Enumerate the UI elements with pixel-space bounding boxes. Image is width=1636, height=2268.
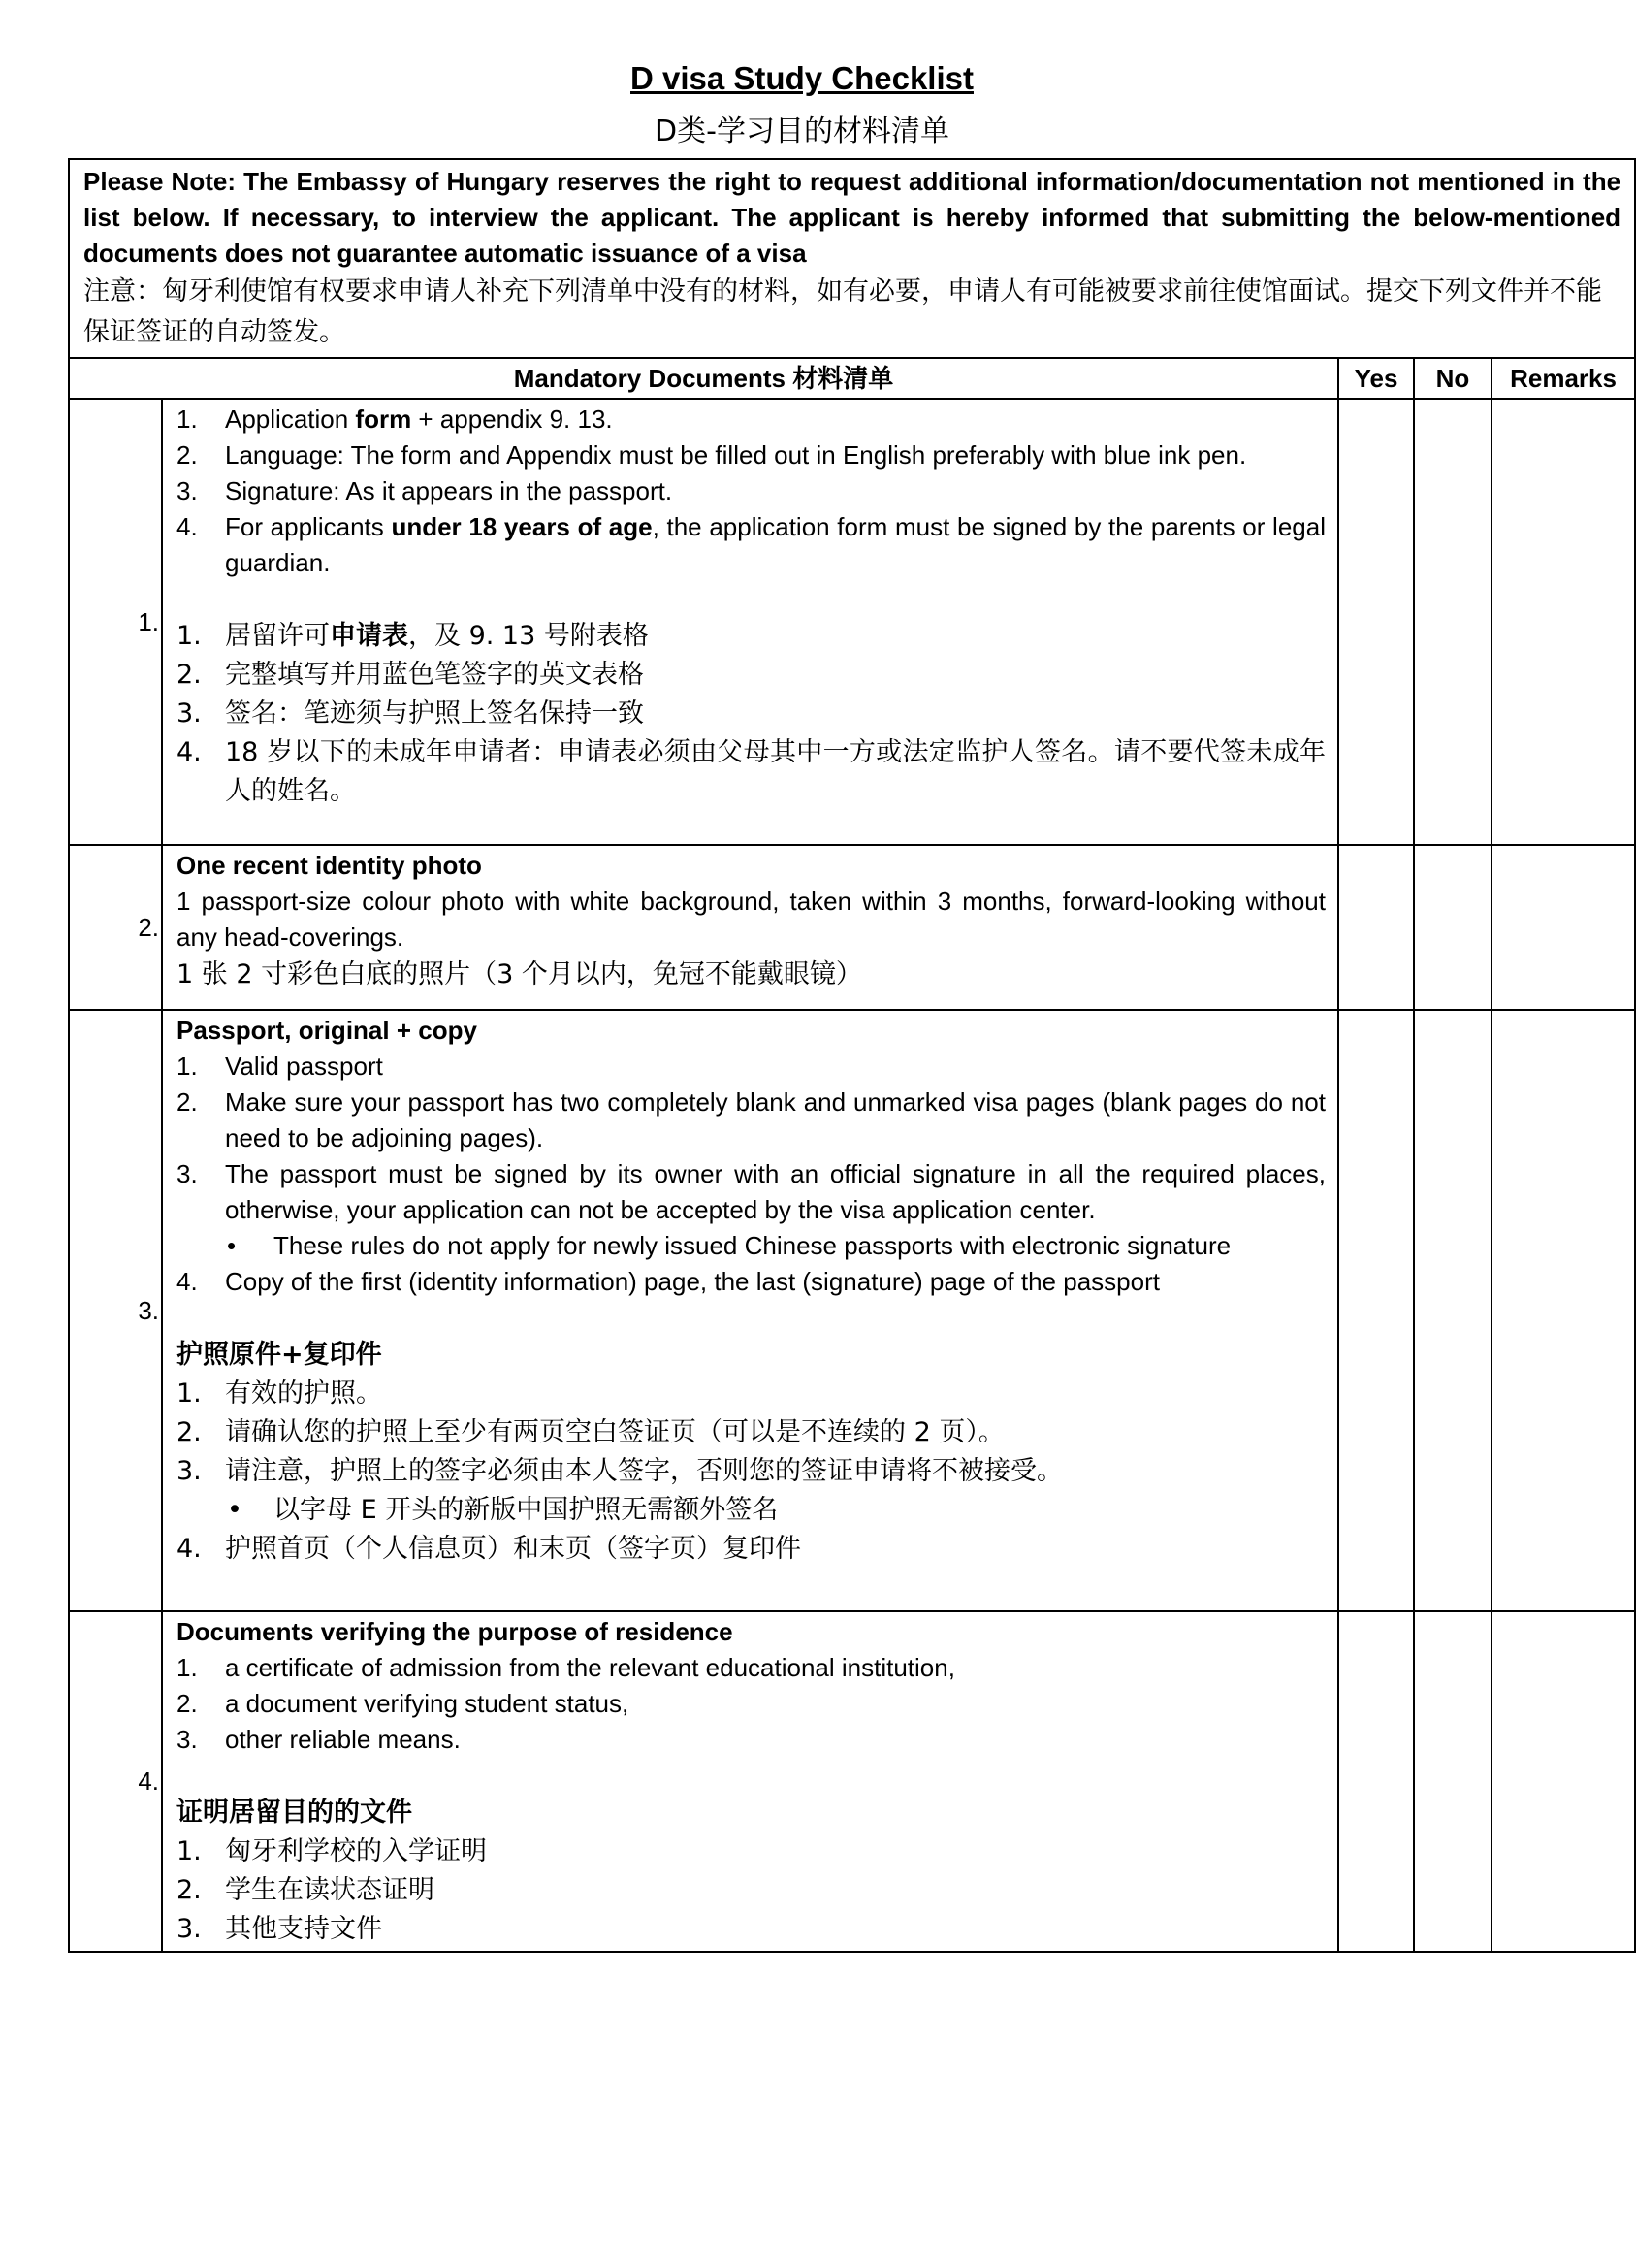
row-number: 2. [69, 845, 162, 1010]
row-heading-chinese: 证明居留目的的文件 [176, 1798, 412, 1828]
note-cell [69, 159, 1635, 358]
english-list-continued [176, 1264, 1326, 1300]
english-list [176, 1049, 1326, 1228]
chinese-list [176, 617, 1326, 811]
list-item: 1. 匈牙利学校的入学证明 [176, 1836, 487, 1866]
list-item: 4. Copy of the first (identity information) page, the last (signature) page of the passport [176, 1267, 1160, 1296]
yes-cell[interactable] [1338, 1611, 1414, 1952]
row-number: 1. [69, 399, 162, 845]
list-item: 2. Make sure your passport has two completely blank and unmarked visa pages (blank pages do not need to be adjoining pages). [176, 1087, 1326, 1152]
row-content [162, 399, 1338, 845]
column-header-yes: Yes [1338, 358, 1414, 399]
list-item: 3. other reliable means. [176, 1725, 461, 1754]
list-item: 1. Valid passport [176, 1052, 383, 1081]
list-item: 4. 护照首页（个人信息页）和末页（签字页）复印件 [176, 1534, 801, 1564]
row-heading: Documents verifying the purpose of residence [176, 1617, 733, 1646]
yes-cell[interactable] [1338, 1010, 1414, 1611]
remarks-cell[interactable] [1492, 1611, 1635, 1952]
list-item: 3. 请注意，护照上的签字必须由本人签字，否则您的签证申请将不被接受。 [176, 1456, 1063, 1486]
list-item: 1. a certificate of admission from the relevant educational institution, [176, 1653, 955, 1682]
list-item: 3. 签名：笔迹须与护照上签名保持一致 [176, 698, 644, 729]
list-item: 1. Application form + appendix 9. 13. [176, 405, 613, 434]
english-list [176, 1650, 1326, 1758]
row-content [162, 845, 1338, 1010]
checklist-table [68, 158, 1636, 1953]
yes-cell[interactable] [1338, 845, 1414, 1010]
list-item: 2. a document verifying student status, [176, 1689, 629, 1718]
row-content [162, 1611, 1338, 1952]
column-header-docs: Mandatory Documents 材料清单 [69, 358, 1338, 399]
table-row [69, 1611, 1635, 1952]
list-item: 2. 完整填写并用蓝色笔签字的英文表格 [176, 660, 644, 690]
row-text-english: 1 passport-size colour photo with white background, taken within 3 months, forward-looking without any head-coverings. [176, 887, 1326, 952]
row-heading: Passport, original + copy [176, 1016, 477, 1045]
bullet-item: • These rules do not apply for newly issued Chinese passports with electronic signature [176, 1228, 1326, 1264]
no-cell[interactable] [1414, 399, 1492, 845]
row-number: 3. [69, 1010, 162, 1611]
row-content [162, 1010, 1338, 1611]
column-header-remarks: Remarks [1492, 358, 1635, 399]
chinese-list [176, 1832, 1326, 1949]
bullet-icon: • [227, 1495, 242, 1525]
list-item: 1. 居留许可申请表，及 9. 13 号附表格 [176, 621, 649, 651]
page-title: D visa Study Checklist [630, 60, 974, 96]
english-bullet-list [176, 1228, 1326, 1264]
remarks-cell[interactable] [1492, 845, 1635, 1010]
list-item: 1. 有效的护照。 [176, 1378, 382, 1409]
list-item: 2. 请确认您的护照上至少有两页空白签证页（可以是不连续的 2 页）。 [176, 1417, 1005, 1447]
list-item: 3. 其他支持文件 [176, 1914, 382, 1944]
chinese-bullet-list [176, 1491, 1326, 1530]
table-row [69, 399, 1635, 845]
row-number: 4. [69, 1611, 162, 1952]
column-header-no: No [1414, 358, 1492, 399]
list-item: 3. Signature: As it appears in the passport. [176, 476, 673, 505]
row-heading-chinese: 护照原件+复印件 [176, 1340, 382, 1370]
list-item: 2. Language: The form and Appendix must be filled out in English preferably with blue ink pen. [176, 440, 1247, 470]
header-row [69, 358, 1635, 399]
english-list [176, 402, 1326, 581]
no-cell[interactable] [1414, 1611, 1492, 1952]
bullet-icon: • [227, 1231, 237, 1260]
list-item: 2. 学生在读状态证明 [176, 1875, 434, 1905]
table-row [69, 845, 1635, 1010]
no-cell[interactable] [1414, 845, 1492, 1010]
no-cell[interactable] [1414, 1010, 1492, 1611]
page-subtitle: D类-学习目的材料清单 [655, 114, 949, 148]
remarks-cell[interactable] [1492, 399, 1635, 845]
note-english: Please Note: The Embassy of Hungary reserves the right to request additional information/documentation not mentioned in the list below. If necessary, to interview the applicant. The applicant is hereby informed that submitting the below-mentioned documents does not guarantee automatic issuance of a visa [83, 167, 1621, 268]
chinese-list [176, 1375, 1326, 1491]
chinese-list-continued [176, 1530, 1326, 1569]
note-row [69, 159, 1635, 358]
row-heading: One recent identity photo [176, 851, 482, 880]
bullet-item: • 以字母 E 开头的新版中国护照无需额外签名 [176, 1491, 1326, 1530]
row-text-chinese: 1 张 2 寸彩色白底的照片（3 个月以内，免冠不能戴眼镜） [176, 959, 862, 989]
remarks-cell[interactable] [1492, 1010, 1635, 1611]
list-item: 3. The passport must be signed by its owner with an official signature in all the required places, otherwise, your application can not be accepted by the visa application center. [176, 1159, 1326, 1224]
list-item: 4. 18 岁以下的未成年申请者：申请表必须由父母其中一方或法定监护人签名。请不要代签未成年人的姓名。 [176, 737, 1326, 806]
list-item: 4. For applicants under 18 years of age, the application form must be signed by the parents or legal guardian. [176, 512, 1326, 577]
note-chinese: 注意：匈牙利使馆有权要求申请人补充下列清单中没有的材料，如有必要，申请人有可能被要求前往使馆面试。提交下列文件并不能保证签证的自动签发。 [83, 276, 1602, 347]
table-row [69, 1010, 1635, 1611]
yes-cell[interactable] [1338, 399, 1414, 845]
